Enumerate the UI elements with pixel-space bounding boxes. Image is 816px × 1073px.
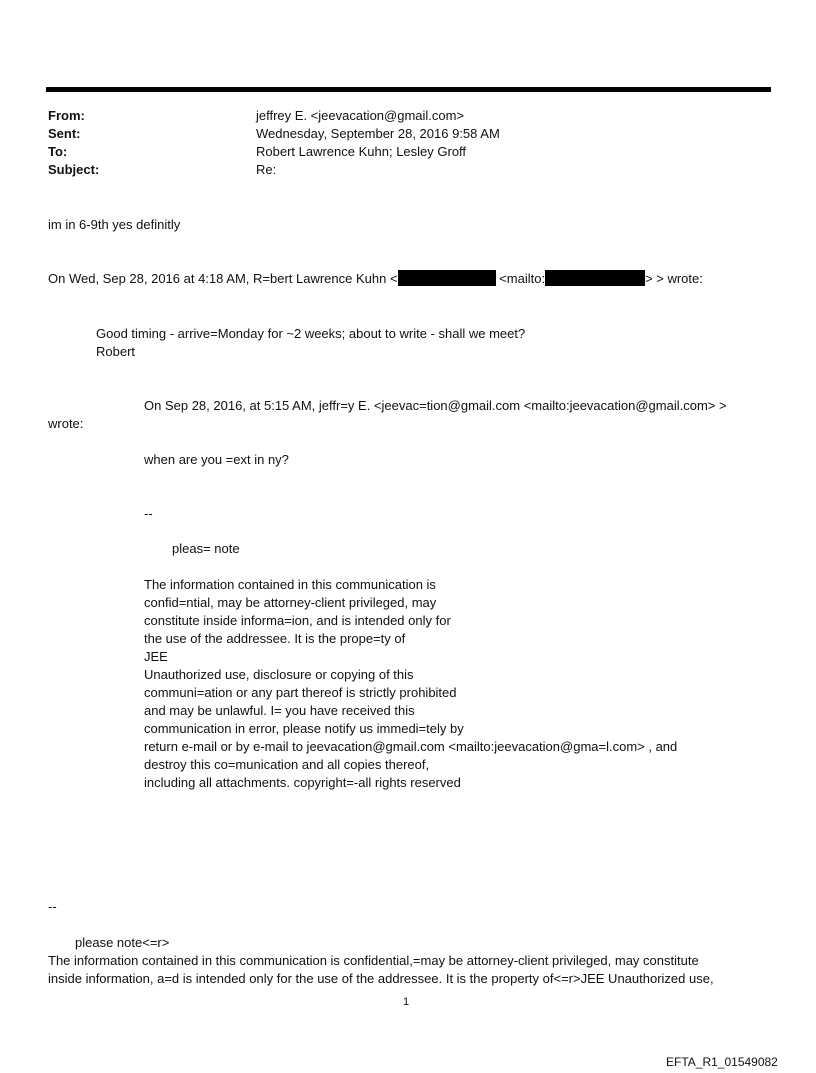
quote1-attribution [48,270,703,288]
separator: -- [48,899,57,914]
robert-signature: Robert [96,344,136,359]
page-number: 1 [403,996,410,1008]
quote1-part-c: > > wrote: [645,271,703,286]
disclaimer-line: communi=ation or any part thereof is strictly prohibited [144,685,457,700]
disclaimer-line: and may be unlawful. I= you have received this [144,703,415,718]
disclaimer-line: return e-mail or by e-mail to jeevacation@gmail.com <mailto:jeevacation@gma=l.com> , and [144,739,678,754]
redaction-box [545,270,645,286]
please-note: please note<=r> [75,935,170,950]
quote2-wrote: wrote: [48,416,84,431]
separator: -- [144,506,153,521]
subject-label: Subject: [48,162,100,177]
to-value: Robert Lawrence Kuhn; Lesley Groff [256,144,467,159]
sent-value: Wednesday, September 28, 2016 9:58 AM [256,126,500,141]
disclaimer-line: The information contained in this communication is [144,577,436,592]
robert-message: Good timing - arrive=Monday for ~2 weeks; about to write - shall we meet? [96,326,526,341]
disclaimer-line: confid=ntial, may be attorney-client privileged, may [144,595,437,610]
subject-value: Re: [256,162,277,177]
disclaimer-line: Unauthorized use, disclosure or copying of this [144,667,414,682]
disclaimer-line: JEE [144,649,168,664]
document-id: EFTA_R1_01549082 [666,1055,778,1069]
disclaimer-line: including all attachments. copyright=-all rights reserved [144,775,461,790]
to-label: To: [48,144,68,159]
redaction-box [398,270,496,286]
from-value: jeffrey E. <jeevacation@gmail.com> [256,108,465,123]
reply-text: im in 6-9th yes definitly [48,217,181,232]
sent-label: Sent: [48,126,81,141]
disclaimer-line: the use of the addressee. It is the prope=ty of [144,631,406,646]
quote2-attribution: On Sep 28, 2016, at 5:15 AM, jeffr=y E. <jeevac=tion@gmail.com <mailto:jeevacation@gmail.com> > [144,398,727,413]
disclaimer-line: communication in error, please notify us immedi=tely by [144,721,464,736]
question-text: when are you =ext in ny? [144,452,289,467]
disclaimer-line: The information contained in this communication is confidential,=may be attorney-client privileged, may constitute [48,953,699,968]
quote1-part-a: On Wed, Sep 28, 2016 at 4:18 AM, R=bert Lawrence Kuhn < [48,271,398,286]
header-rule [46,87,771,92]
disclaimer-line: constitute inside informa=ion, and is intended only for [144,613,451,628]
disclaimer-line: inside information, a=d is intended only for the use of the addressee. It is the property of<=r>JEE Unauthorized use, [48,971,714,986]
pleas-note: pleas= note [172,541,240,556]
disclaimer-line: destroy this co=munication and all copies thereof, [144,757,430,772]
quote1-part-b: <mailto: [499,271,546,286]
from-label: From: [48,108,85,123]
